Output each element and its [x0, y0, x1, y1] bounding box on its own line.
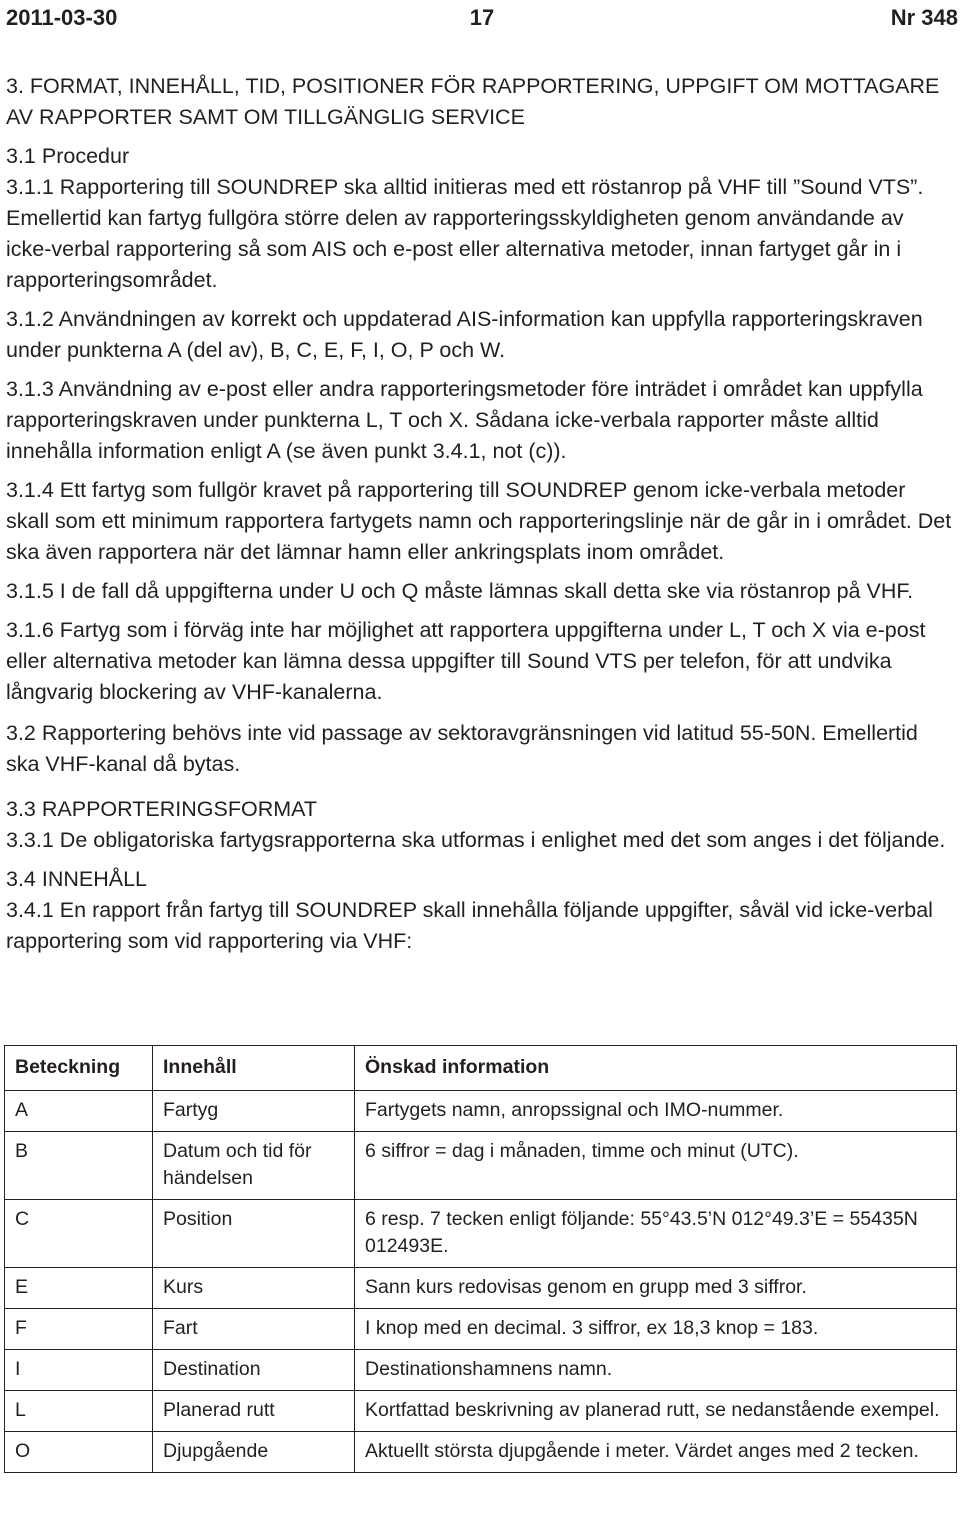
table-row	[5, 1391, 957, 1432]
cell-information: Kortfattad beskrivning av planerad rutt, se nedanstående exempel.	[355, 1391, 957, 1432]
cell-information: Aktuellt största djupgående i meter. Värdet anges med 2 tecken.	[355, 1432, 957, 1473]
paragraph-3-1-4: 3.1.4 Ett fartyg som fullgör kravet på rapportering till SOUNDREP genom icke-verbala metoder skall som ett minimum rapportera fartygets namn och rapporteringslinje när de går in i området. Det ska även rapportera när det lämnar hamn eller ankringsplats inom området.	[6, 478, 952, 564]
cell-information: 6 siffror = dag i månaden, timme och minut (UTC).	[355, 1132, 957, 1200]
cell-innehall: Kurs	[153, 1268, 355, 1309]
paragraph-3-1-5: 3.1.5 I de fall då uppgifterna under U och Q måste lämnas skall detta ske via röstanrop på VHF.	[6, 579, 914, 603]
table-row	[5, 1200, 957, 1268]
report-content-table	[4, 1045, 957, 1473]
column-header-beteckning: Beteckning	[5, 1046, 153, 1091]
paragraph-3-1-6: 3.1.6 Fartyg som i förväg inte har möjlighet att rapportera uppgifterna under L, T och X via e-post eller alternativa metoder kan lämna dessa uppgifter till Sound VTS per telefon, för att undvika långvarig blockering av VHF-kanalerna.	[6, 618, 926, 704]
cell-innehall: Datum och tid för händelsen	[153, 1132, 355, 1200]
page-header	[6, 5, 958, 39]
column-header-innehall: Innehåll	[153, 1046, 355, 1091]
cell-innehall: Fart	[153, 1309, 355, 1350]
cell-innehall: Djupgående	[153, 1432, 355, 1473]
cell-beteckning: F	[5, 1309, 153, 1350]
cell-innehall: Destination	[153, 1350, 355, 1391]
issue-number: Nr 348	[890, 5, 958, 30]
table-header-row	[5, 1046, 957, 1091]
table-row	[5, 1132, 957, 1200]
cell-information: Destinationshamnens namn.	[355, 1350, 957, 1391]
cell-beteckning: I	[5, 1350, 153, 1391]
cell-information: Fartygets namn, anropssignal och IMO-nummer.	[355, 1091, 957, 1132]
paragraph-3-2: 3.2 Rapportering behövs inte vid passage av sektoravgränsningen vid latitud 55-50N. Emellertid ska VHF-kanal då bytas.	[6, 721, 918, 776]
header-date: 2011-03-30	[6, 5, 118, 30]
cell-beteckning: A	[5, 1091, 153, 1132]
cell-information: I knop med en decimal. 3 siffror, ex 18,3 knop = 183.	[355, 1309, 957, 1350]
table-row	[5, 1309, 957, 1350]
table-row	[5, 1432, 957, 1473]
cell-information: 6 resp. 7 tecken enligt följande: 55°43.5’N 012°49.3’E = 55435N 012493E.	[355, 1200, 957, 1268]
section-title: 3. FORMAT, INNEHÅLL, TID, POSITIONER FÖR RAPPORTERING, UPPGIFT OM MOTTAGARE AV RAPPORTER SAMT OM TILLGÄNGLIG SERVICE	[6, 74, 940, 129]
column-header-onskad-information: Önskad information	[355, 1046, 957, 1091]
paragraph-3-1-3: 3.1.3 Användning av e-post eller andra rapporteringsmetoder före inträdet i området kan uppfylla rapporteringskraven under punkterna L, T och X. Sådana icke-verbala rapporter måste alltid innehålla information enligt A (se även punkt 3.4.1, not (c)).	[6, 377, 923, 463]
heading-3-3: 3.3 RAPPORTERINGSFORMAT	[6, 797, 318, 821]
cell-beteckning: O	[5, 1432, 153, 1473]
cell-innehall: Position	[153, 1200, 355, 1268]
heading-3-4: 3.4 INNEHÅLL	[6, 867, 148, 891]
heading-3-1: 3.1 Procedur	[6, 144, 130, 168]
cell-beteckning: B	[5, 1132, 153, 1200]
cell-innehall: Fartyg	[153, 1091, 355, 1132]
paragraph-3-1-2: 3.1.2 Användningen av korrekt och uppdaterad AIS-information kan uppfylla rapporteringskraven under punkterna A (del av), B, C, E, F, I, O, P och W.	[6, 307, 923, 362]
paragraph-3-1-1: 3.1.1 Rapportering till SOUNDREP ska alltid initieras med ett röstanrop på VHF till ”Sound VTS”. Emellertid kan fartyg fullgöra större delen av rapporteringsskyldigheten genom användande av icke-verbal rapportering så som AIS och e-post eller alternativa metoder, innan fartyget går in i rapporteringsområdet.	[6, 175, 924, 292]
cell-beteckning: E	[5, 1268, 153, 1309]
cell-beteckning: L	[5, 1391, 153, 1432]
cell-beteckning: C	[5, 1200, 153, 1268]
cell-innehall: Planerad rutt	[153, 1391, 355, 1432]
table-row	[5, 1350, 957, 1391]
table-row	[5, 1091, 957, 1132]
paragraph-3-3-1: 3.3.1 De obligatoriska fartygsrapporterna ska utformas i enlighet med det som anges i det följande.	[6, 828, 946, 852]
cell-information: Sann kurs redovisas genom en grupp med 3 siffror.	[355, 1268, 957, 1309]
page-number: 17	[469, 5, 495, 30]
paragraph-3-4-1: 3.4.1 En rapport från fartyg till SOUNDREP skall innehålla följande uppgifter, såväl vid icke-verbal rapportering som vid rapportering via VHF:	[6, 898, 933, 953]
table-row	[5, 1268, 957, 1309]
document-body	[6, 71, 954, 957]
